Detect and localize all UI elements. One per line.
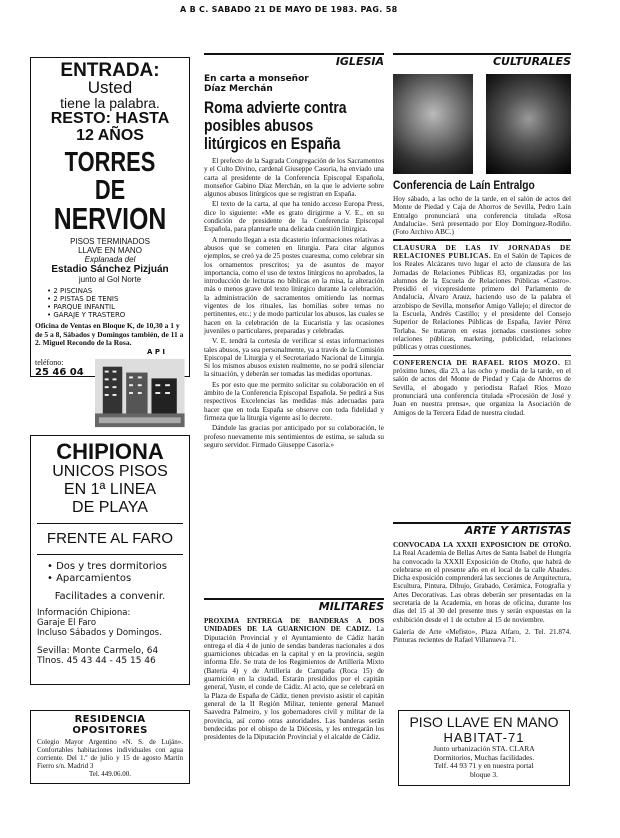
tiene-text: tiene la palabra. — [60, 95, 160, 111]
junto-text: junto al Gol Norte — [78, 275, 142, 284]
arte-body — [393, 541, 571, 645]
portrait-photo — [486, 74, 571, 174]
feature-item: • PARQUE INFANTIL — [47, 303, 116, 311]
chipiona-title: CHIPIONA — [56, 439, 164, 464]
piso-line: bloque 3. — [470, 769, 498, 779]
culturales-section-label: CULTURALES — [393, 53, 571, 68]
piso-ad — [398, 710, 570, 786]
arte-head: CONVOCADA LA XXXII EXPOSICION DE OTOÑO. — [393, 541, 571, 549]
militares-column — [204, 598, 384, 743]
anos-heading: 12 AÑOS — [76, 127, 144, 144]
building-photo — [95, 358, 185, 428]
page-header: A B C. SABADO 21 DE MAYO DE 1983. PAG. 58 — [180, 5, 398, 14]
residencia-title: RESIDENCIA OPOSITORES — [72, 714, 148, 736]
paragraph: A menudo llegan a esta dicasterio informaciones relativas a abusos que se cometen en liturgia. Para citar algunos ejemplos, se creó ya de 25 postes cuaresma, como celebrar sin los ornamentos prescritos; ya de asuntos de mayor importancia, como el uso de textos litúrgicos no aprobados, la introducción de lecturas no bíblicas en la misa, la alteración más o menos grave del texto litúrgico durante la celebración, la administración de sacramentos omitiendo las normas vigentes de los rituales, las homilías sobre temas no pertinentes, etc.; y de modo particular los abusos, las cuales se hacen en la celebración de la Eucaristía y las ocasiones juveniles o particulares, preparadas y celebradas. — [204, 235, 384, 335]
column-divider — [393, 355, 571, 356]
estadio-text: Estadio Sánchez Pizjuán — [51, 264, 169, 275]
torres-nervion-ad — [30, 57, 190, 377]
iglesia-column — [204, 53, 384, 451]
sevilla-line: Sevilla: Monte Carmelo, 64 — [37, 646, 159, 657]
info-line: Incluso Sábados y Domingos. — [37, 628, 162, 639]
llave-text: LLAVE EN MANO — [78, 246, 142, 255]
usted-text: Usted — [87, 78, 133, 97]
chipiona-item: • Dos y tres dormitorios — [47, 561, 167, 573]
clausura-text: En el Salón de Tapices de los Reales Alcázares tuvo lugar el acto de clausura de las Jornadas de Relaciones Públicas 83, organizadas por los alumnos de la Escuela de Relaciones Públicas «Castro». Presidió el vicepresidente primero del Parlamento de Andalucía, Álvaro Arauz, haciendo uso de la palabra el arzobispo de Sevilla, monseñor Amigo Vallejo; el director de la Escuela, Andrés Castillo; y el presidente del Consejo Superior de Relaciones Públicas de España, Javier Pérez Torlaba. Se trataron en estas jornadas cuestiones sobre relaciones públicas, marketing, publicidad, relaciones públicas y otras cuestiones. — [393, 251, 571, 352]
feature-item: • 2 PISTAS DE TENIS — [47, 295, 119, 303]
culturales-caption: Conferencia de Laín Entralgo — [393, 178, 535, 192]
paragraph: V. E. tendrá la cortesía de verificar si estas informaciones tales abusos, ya sea personalmente, ya a través de la Comisión Episcopal de Liturgia y el Secretariado Nacional de Liturgia. Si los mismos abusos existen realmente, no se podrá silenciar la situación, y deberán ser tomadas las medidas oportunas. — [204, 337, 384, 379]
entrada-heading: ENTRADA: — [60, 60, 160, 81]
info-line: Información Chipiona: — [37, 608, 131, 619]
features-list — [47, 287, 185, 319]
arte-section-label: ARTE Y ARTISTAS — [393, 522, 571, 537]
nervion-title: NERVION — [53, 201, 167, 236]
facilidades-text: Facilitades a convenir. — [54, 591, 166, 603]
piso-line: Dormitorios, Muchas facilidades. — [433, 752, 535, 762]
paragraph: Dándole las gracias por anticipado por su colaboración, le profeso nuevamente mis sentimientos de estima, se saluda su seguro servidor. Firmado Giuseppe Casoria.» — [204, 424, 384, 449]
residencia-ad — [30, 710, 190, 784]
piso-line: Telf. 44 93 71 y en nuestra portal — [434, 761, 534, 770]
piso-sub: HABITAT-71 — [443, 730, 525, 745]
piso-title: PISO LLAVE EN MANO — [409, 714, 559, 730]
culturales-body — [393, 195, 571, 417]
iglesia-body — [204, 157, 384, 449]
iglesia-headline: Roma advierte contra posibles abusos litúrgicos en España — [204, 98, 347, 153]
paragraph: El texto de la carta, al que ha tenido acceso Europa Press, dice lo siguiente: «Me es grato dirigirme a V. E., en su condición de presidente de la Conferencia Episcopal Española, para plantearle una delicada cuestión litúrgica. — [204, 200, 384, 234]
residencia-tel: Tel. 449.06.00. — [88, 770, 132, 778]
frente-text: FRENTE AL FARO — [46, 530, 174, 548]
chipiona-divider — [37, 523, 183, 524]
pisos-text: PISOS TERMINADOS — [70, 237, 150, 246]
feature-item: • GARAJE Y TRASTERO — [47, 311, 126, 319]
oficina-text: Oficina de Ventas en Bloque K, de 10,30 a 1 y de 5 a 8, Sábados y Domingos también, de 11 a 2. Miguel Recondo de la Rosa. — [35, 321, 184, 347]
chipiona-divider — [37, 554, 183, 555]
paragraph: Hoy sábado, a las ocho de la tarde, en el salón de actos del Monte de Piedad y Caja de Ahorros de Sevilla, Pedro Laín Entralgo pronunciará una conferencia titulada «Rosa Andalucía». Será presentado por Eloy Domínguez-Rodiño. (Foto Archivo ABC.) — [393, 195, 571, 237]
resto-heading: RESTO: HASTA — [50, 110, 170, 127]
arte-column — [393, 522, 571, 647]
militares-body — [204, 617, 384, 741]
arte-text: La Real Academia de Bellas Artes de Santa Isabel de Hungría ha convocado la XXXII Exposición de Otoño, que habrá de celebrarse en el presente año en el local de la calle Abades. Dicha exposición comprenderá las secciones de Arquitectura, Escultura, Pintura, Dibujo, Grabado, Cerámica, Fotografía y Artes Decorativas. Las obras deberán ser presentadas en la secretaría de la Academia, en horas de oficina, durante los días del 15 al 30 del presente mes y serán expuestas en la exhibición desde el 1 de octubre al 15 de noviembre. — [393, 549, 571, 624]
tlfs-line: Tlnos. 45 43 44 - 45 15 46 — [37, 656, 156, 667]
info-line: Garaje El Faro — [37, 618, 97, 629]
linea-text: EN 1ª LINEA — [63, 481, 157, 498]
telefono-label: teléfono: — [35, 357, 64, 367]
residencia-body: Colegio Mayor Argentino «N. S. de Luján». Confortables habitaciones individuales con agua corriente. Del 1.º de julio y 15 de agosto Martín Fierro s/n. Madrid 3 — [37, 738, 183, 770]
iglesia-kicker: En carta a monseñor Díaz Merchán — [204, 74, 309, 94]
torres-title: TORRES DE — [64, 146, 156, 205]
feature-item: • 2 PISCINAS — [47, 287, 93, 295]
portrait-photo — [393, 74, 473, 174]
clausura-head: CLAUSURA DE LAS IV JORNADAS DE RELACIONES PUBLICAS. — [393, 243, 571, 260]
culturales-column — [393, 53, 571, 419]
chipiona-item: • Aparcamientos — [47, 573, 132, 585]
arte-note: Galería de Arte «Mefisto», Plaza Alfaro, 2. Tel. 21.874. Pinturas recientes de Rafael Villanueva 71. — [393, 627, 571, 645]
unicos-text: UNICOS PISOS — [52, 463, 168, 480]
militares-text: La Diputación Provincial y el Ayuntamiento de Cádiz harán entrega el día 4 de junio de sendas banderas nacionales a dos guarniciones ubicadas en la capital y en la provincia, según informa Efe. Se trata de los Regimientos de Artillería Mixto (Bateria 4) y de Artillería de Campaña (Roca 15) de guarnición en la ciudad. Estarán presididos por el capitán general, Yuste, el conde de Cádiz. Al acto, que se celebrará en la Plaza de España de Cádiz, tienen previsto asistir el capitán general de la II Región Militar, teniente general Manuel Saavedra Palmeiro, y los gobernadores civil y militar de la provincia, así como otras autoridades. Las banderas serán bendecidas por el obispo de la Diócesis, y les entregarán los presidentes de la Diputación Provincial y el alcalde de Cádiz. — [204, 625, 384, 742]
chipiona-ad — [30, 435, 190, 685]
playa-text: DE PLAYA — [72, 499, 148, 516]
militares-head: PROXIMA ENTREGA DE BANDERAS A DOS UNIDADES DE LA GUARNICION DE CADIZ. — [204, 617, 384, 634]
rios-head: CONFERENCIA DE RAFAEL RIOS MOZO. — [393, 358, 561, 367]
telefono-number: 25 46 04 — [35, 366, 84, 378]
militares-section-label: MILITARES — [204, 598, 384, 613]
api-text: A P I — [146, 347, 165, 356]
column-divider — [393, 239, 571, 240]
paragraph: Es por esto que me permito solicitar su colaboración en el ámbito de la Conferencia Episcopal Española. Se pedirá a Sus respectivos Excelencias las medidas más adecuadas para hacer que en toda España se observe con toda fidelidad y firmeza que la liturgia vigente así lo decrete. — [204, 380, 384, 422]
explanada-text: Explanada del — [84, 255, 136, 264]
paragraph: El prefecto de la Sagrada Congregación de los Sacramentos y el Culto Divino, cardenal Giuseppe Casoria, ha enviado una carta al presidente de la Conferencia Episcopal Española, monseñor Gabino Díaz Merchán, en la que le advierte sobre algunos abusos litúrgicos que se registran en España. — [204, 157, 384, 199]
iglesia-section-label: IGLESIA — [204, 53, 384, 68]
piso-line: Junto urbanización STA. CLARA — [433, 744, 535, 753]
rios-text: El próximo lunes, día 23, a las ocho y media de la tarde, en el salón de actos del Monte de Piedad y Caja de Ahorros de Sevilla, el abogado y periodista Rafael Ríos Mozo pronunciará una conferencia titulada «Procesión de José y Juan en nuestra prensa», que organiza la Asociación de Amigos de la Tercera Edad de nuestra ciudad. — [393, 358, 571, 417]
